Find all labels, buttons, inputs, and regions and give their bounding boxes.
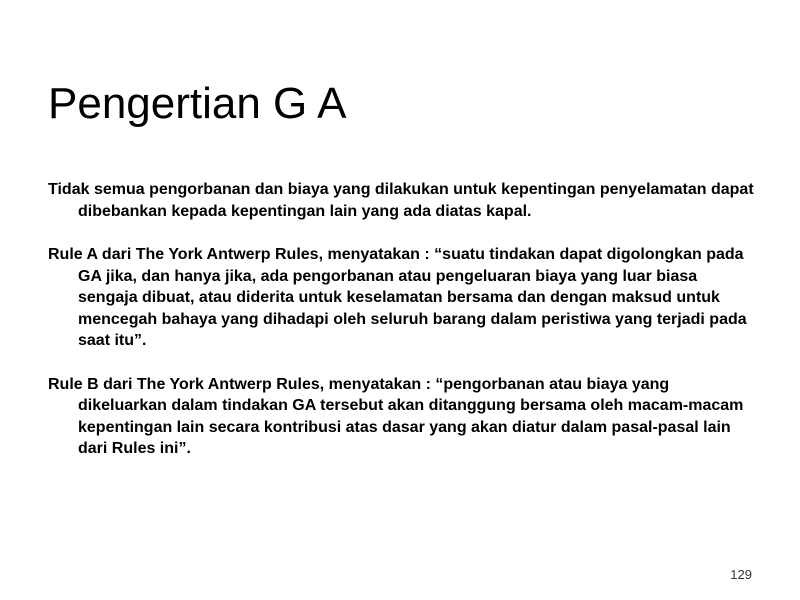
paragraph-rule-a: Rule A dari The York Antwerp Rules, menyatakan : “suatu tindakan dapat digolongkan pada GA jika, dan hanya jika, ada pengorbanan atau pengeluaran biaya yang luar biasa sengaja dibuat, atau diderita untuk keselamatan bersama dan dengan maksud untuk mencegah bahaya yang dihadapi oleh seluruh barang dalam peristiwa yang terjadi pada saat itu”. (48, 246, 747, 349)
page-number: 129 (730, 567, 752, 582)
slide-body (48, 179, 760, 482)
paragraph-rule-b: Rule B dari The York Antwerp Rules, menyatakan : “pengorbanan atau biaya yang dikeluarkan dalam tindakan GA tersebut akan ditanggung bersama oleh macam-macam kepentingan lain secara kontribusi atas dasar yang akan diatur dalam pasal-pasal lain dari Rules ini”. (48, 375, 744, 457)
paragraph-definition: Tidak semua pengorbanan dan biaya yang dilakukan untuk kepentingan penyelamatan dapat dibebankan kepada kepentingan lain yang ada diatas kapal. (48, 181, 754, 220)
slide-title: Pengertian G A (48, 79, 347, 128)
